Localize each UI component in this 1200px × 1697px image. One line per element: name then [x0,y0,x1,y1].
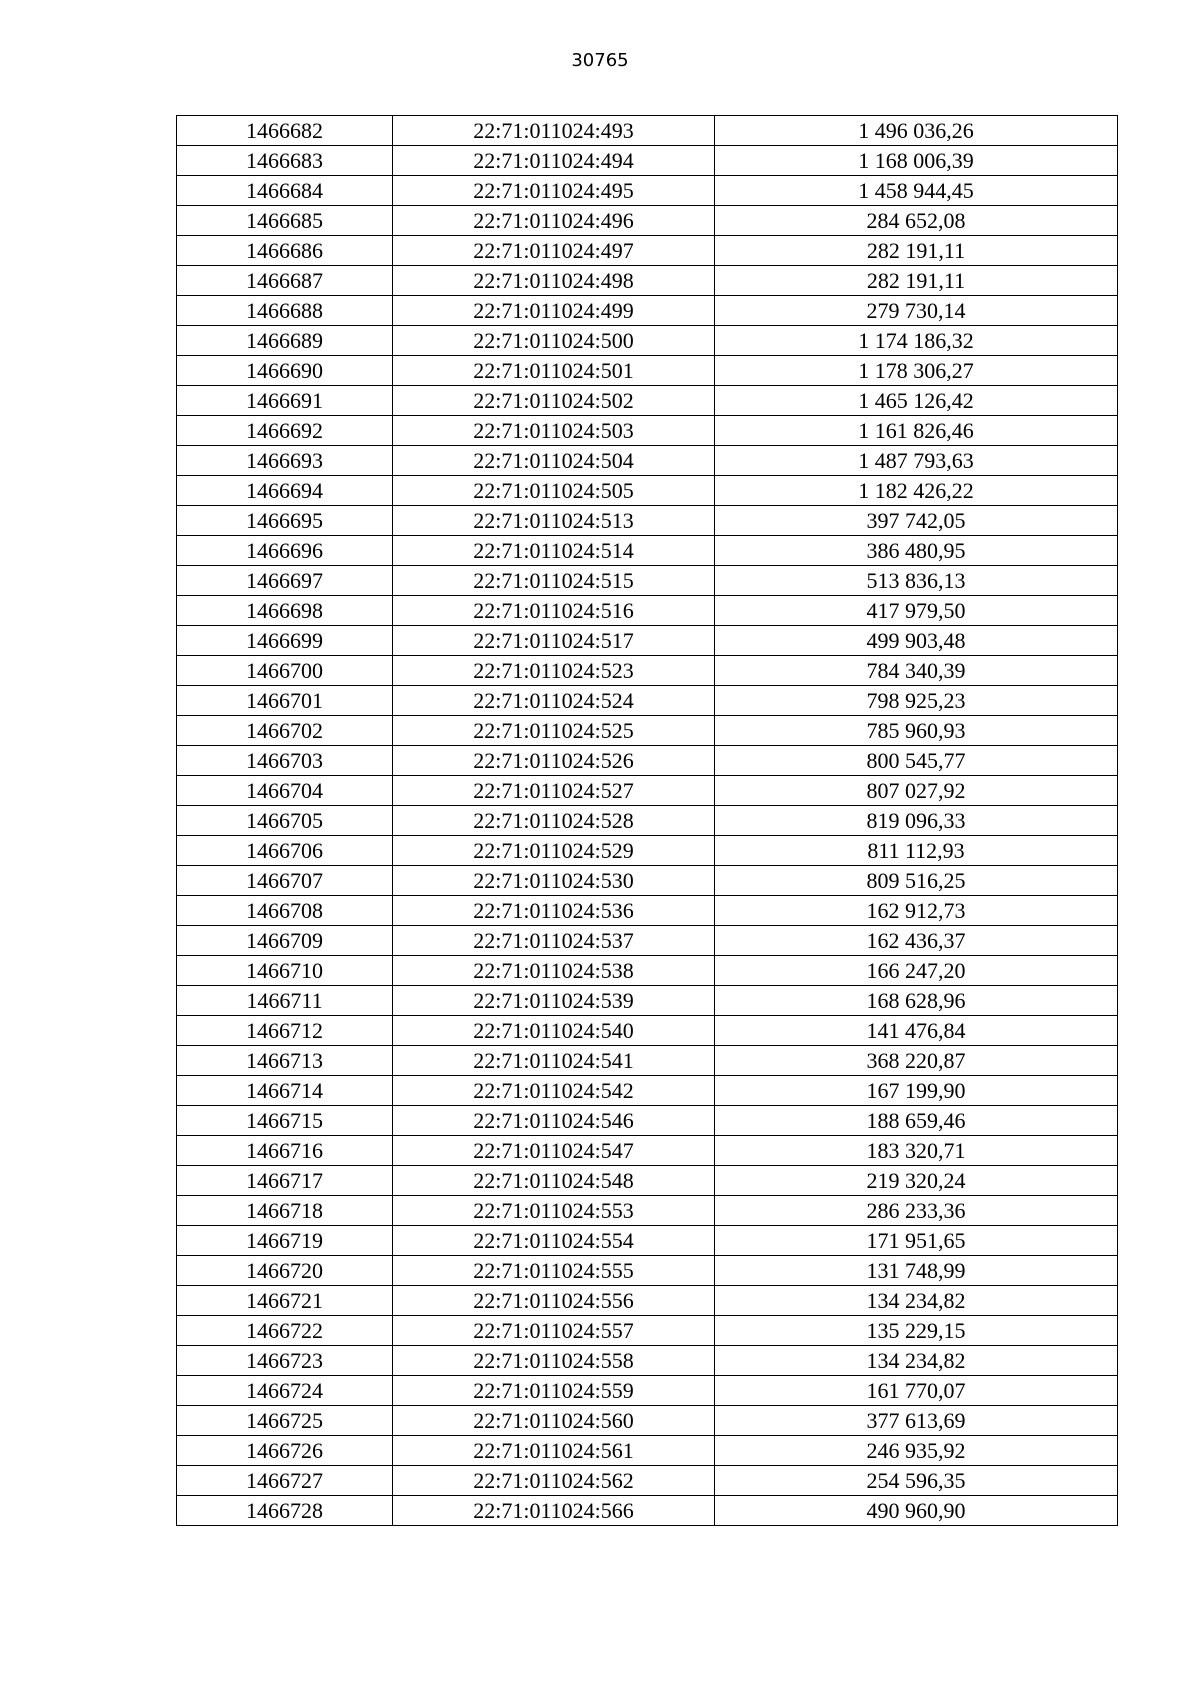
cadastral-value-cell: 368 220,87 [715,1046,1118,1076]
row-number-cell: 1466694 [177,476,393,506]
table-row [177,716,1118,746]
cadastral-number-cell: 22:71:011024:523 [393,656,715,686]
row-number-cell: 1466685 [177,206,393,236]
table-row [177,956,1118,986]
cadastral-value-cell: 800 545,77 [715,746,1118,776]
cadastral-number-cell: 22:71:011024:536 [393,896,715,926]
table-row [177,386,1118,416]
table-row [177,1286,1118,1316]
cadastral-value-cell: 798 925,23 [715,686,1118,716]
table-row [177,296,1118,326]
row-number-cell: 1466696 [177,536,393,566]
table-row [177,206,1118,236]
row-number-cell: 1466686 [177,236,393,266]
cadastral-number-cell: 22:71:011024:516 [393,596,715,626]
cadastral-value-cell: 1 161 826,46 [715,416,1118,446]
cadastral-value-cell: 246 935,92 [715,1436,1118,1466]
table-row [177,356,1118,386]
table-row [177,806,1118,836]
table-row [177,416,1118,446]
table-row [177,1376,1118,1406]
cadastral-value-cell: 1 496 036,26 [715,116,1118,146]
row-number-cell: 1466723 [177,1346,393,1376]
cadastral-value-cell: 809 516,25 [715,866,1118,896]
row-number-cell: 1466711 [177,986,393,1016]
cadastral-number-cell: 22:71:011024:503 [393,416,715,446]
cadastral-number-cell: 22:71:011024:524 [393,686,715,716]
cadastral-number-cell: 22:71:011024:514 [393,536,715,566]
cadastral-value-cell: 282 191,11 [715,266,1118,296]
cadastral-number-cell: 22:71:011024:496 [393,206,715,236]
cadastral-number-cell: 22:71:011024:538 [393,956,715,986]
table-row [177,1016,1118,1046]
table-row [177,536,1118,566]
cadastral-value-cell: 141 476,84 [715,1016,1118,1046]
row-number-cell: 1466720 [177,1256,393,1286]
cadastral-value-cell: 397 742,05 [715,506,1118,536]
cadastral-number-cell: 22:71:011024:501 [393,356,715,386]
cadastral-value-cell: 162 912,73 [715,896,1118,926]
table-row [177,1256,1118,1286]
table-row [177,1466,1118,1496]
cadastral-value-cell: 183 320,71 [715,1136,1118,1166]
page-number: 30765 [571,50,629,71]
cadastral-value-cell: 1 168 006,39 [715,146,1118,176]
cadastral-value-cell: 807 027,92 [715,776,1118,806]
cadastral-value-cell: 131 748,99 [715,1256,1118,1286]
row-number-cell: 1466701 [177,686,393,716]
cadastral-number-cell: 22:71:011024:517 [393,626,715,656]
table-row [177,326,1118,356]
table-row [177,746,1118,776]
cadastral-value-table [176,115,1118,1526]
row-number-cell: 1466697 [177,566,393,596]
cadastral-value-cell: 167 199,90 [715,1076,1118,1106]
cadastral-value-cell: 819 096,33 [715,806,1118,836]
cadastral-value-cell: 286 233,36 [715,1196,1118,1226]
row-number-cell: 1466705 [177,806,393,836]
cadastral-number-cell: 22:71:011024:504 [393,446,715,476]
row-number-cell: 1466715 [177,1106,393,1136]
table-row [177,446,1118,476]
cadastral-value-cell: 254 596,35 [715,1466,1118,1496]
cadastral-value-cell: 134 234,82 [715,1286,1118,1316]
cadastral-value-cell: 499 903,48 [715,626,1118,656]
table-body [177,116,1118,1526]
cadastral-value-cell: 1 182 426,22 [715,476,1118,506]
cadastral-value-cell: 490 960,90 [715,1496,1118,1526]
table-row [177,596,1118,626]
table-row [177,1226,1118,1256]
cadastral-value-cell: 785 960,93 [715,716,1118,746]
cadastral-number-cell: 22:71:011024:553 [393,1196,715,1226]
row-number-cell: 1466702 [177,716,393,746]
table-row [177,266,1118,296]
row-number-cell: 1466717 [177,1166,393,1196]
cadastral-number-cell: 22:71:011024:513 [393,506,715,536]
cadastral-number-cell: 22:71:011024:541 [393,1046,715,1076]
table-row [177,656,1118,686]
table-row [177,1046,1118,1076]
cadastral-number-cell: 22:71:011024:495 [393,176,715,206]
table-row [177,926,1118,956]
cadastral-number-cell: 22:71:011024:540 [393,1016,715,1046]
table-row [177,896,1118,926]
cadastral-number-cell: 22:71:011024:554 [393,1226,715,1256]
cadastral-value-cell: 1 487 793,63 [715,446,1118,476]
row-number-cell: 1466719 [177,1226,393,1256]
table-row [177,1496,1118,1526]
table-row [177,1346,1118,1376]
cadastral-number-cell: 22:71:011024:558 [393,1346,715,1376]
cadastral-number-cell: 22:71:011024:562 [393,1466,715,1496]
row-number-cell: 1466700 [177,656,393,686]
table-row [177,236,1118,266]
cadastral-number-cell: 22:71:011024:528 [393,806,715,836]
cadastral-number-cell: 22:71:011024:493 [393,116,715,146]
cadastral-value-cell: 188 659,46 [715,1106,1118,1136]
cadastral-value-cell: 1 178 306,27 [715,356,1118,386]
row-number-cell: 1466727 [177,1466,393,1496]
table-row [177,506,1118,536]
cadastral-value-cell: 513 836,13 [715,566,1118,596]
cadastral-number-cell: 22:71:011024:527 [393,776,715,806]
cadastral-number-cell: 22:71:011024:530 [393,866,715,896]
cadastral-number-cell: 22:71:011024:556 [393,1286,715,1316]
row-number-cell: 1466704 [177,776,393,806]
table-row [177,1196,1118,1226]
cadastral-number-cell: 22:71:011024:499 [393,296,715,326]
cadastral-value-cell: 282 191,11 [715,236,1118,266]
table-row [177,986,1118,1016]
table-row [177,1316,1118,1346]
cadastral-value-cell: 811 112,93 [715,836,1118,866]
table-row [177,146,1118,176]
cadastral-number-cell: 22:71:011024:547 [393,1136,715,1166]
row-number-cell: 1466683 [177,146,393,176]
cadastral-number-cell: 22:71:011024:525 [393,716,715,746]
row-number-cell: 1466713 [177,1046,393,1076]
cadastral-value-cell: 166 247,20 [715,956,1118,986]
cadastral-value-cell: 377 613,69 [715,1406,1118,1436]
table-row [177,1406,1118,1436]
cadastral-value-cell: 784 340,39 [715,656,1118,686]
table-row [177,866,1118,896]
cadastral-value-cell: 386 480,95 [715,536,1118,566]
cadastral-value-cell: 135 229,15 [715,1316,1118,1346]
row-number-cell: 1466725 [177,1406,393,1436]
cadastral-number-cell: 22:71:011024:515 [393,566,715,596]
row-number-cell: 1466703 [177,746,393,776]
table-row [177,476,1118,506]
cadastral-value-cell: 219 320,24 [715,1166,1118,1196]
cadastral-value-cell: 279 730,14 [715,296,1118,326]
row-number-cell: 1466691 [177,386,393,416]
table-row [177,1106,1118,1136]
row-number-cell: 1466712 [177,1016,393,1046]
table-row [177,776,1118,806]
row-number-cell: 1466718 [177,1196,393,1226]
cadastral-number-cell: 22:71:011024:537 [393,926,715,956]
row-number-cell: 1466709 [177,926,393,956]
table-row [177,836,1118,866]
row-number-cell: 1466726 [177,1436,393,1466]
row-number-cell: 1466721 [177,1286,393,1316]
cadastral-number-cell: 22:71:011024:539 [393,986,715,1016]
row-number-cell: 1466687 [177,266,393,296]
table-row [177,1076,1118,1106]
cadastral-number-cell: 22:71:011024:494 [393,146,715,176]
cadastral-value-cell: 162 436,37 [715,926,1118,956]
row-number-cell: 1466695 [177,506,393,536]
row-number-cell: 1466707 [177,866,393,896]
row-number-cell: 1466688 [177,296,393,326]
cadastral-number-cell: 22:71:011024:502 [393,386,715,416]
row-number-cell: 1466714 [177,1076,393,1106]
cadastral-number-cell: 22:71:011024:555 [393,1256,715,1286]
table-row [177,176,1118,206]
cadastral-number-cell: 22:71:011024:559 [393,1376,715,1406]
row-number-cell: 1466699 [177,626,393,656]
row-number-cell: 1466724 [177,1376,393,1406]
cadastral-number-cell: 22:71:011024:546 [393,1106,715,1136]
row-number-cell: 1466710 [177,956,393,986]
cadastral-value-cell: 134 234,82 [715,1346,1118,1376]
row-number-cell: 1466692 [177,416,393,446]
row-number-cell: 1466690 [177,356,393,386]
table-row [177,626,1118,656]
cadastral-value-cell: 1 465 126,42 [715,386,1118,416]
row-number-cell: 1466693 [177,446,393,476]
table-row [177,116,1118,146]
cadastral-number-cell: 22:71:011024:498 [393,266,715,296]
row-number-cell: 1466684 [177,176,393,206]
table-row [177,1166,1118,1196]
cadastral-number-cell: 22:71:011024:526 [393,746,715,776]
row-number-cell: 1466682 [177,116,393,146]
cadastral-number-cell: 22:71:011024:566 [393,1496,715,1526]
cadastral-value-cell: 161 770,07 [715,1376,1118,1406]
cadastral-value-cell: 417 979,50 [715,596,1118,626]
cadastral-value-cell: 284 652,08 [715,206,1118,236]
cadastral-number-cell: 22:71:011024:561 [393,1436,715,1466]
cadastral-number-cell: 22:71:011024:548 [393,1166,715,1196]
cadastral-number-cell: 22:71:011024:505 [393,476,715,506]
cadastral-number-cell: 22:71:011024:557 [393,1316,715,1346]
row-number-cell: 1466698 [177,596,393,626]
table-row [177,1436,1118,1466]
row-number-cell: 1466728 [177,1496,393,1526]
cadastral-number-cell: 22:71:011024:560 [393,1406,715,1436]
table-row [177,1136,1118,1166]
row-number-cell: 1466689 [177,326,393,356]
row-number-cell: 1466722 [177,1316,393,1346]
cadastral-value-cell: 1 174 186,32 [715,326,1118,356]
cadastral-number-cell: 22:71:011024:497 [393,236,715,266]
table-row [177,566,1118,596]
cadastral-value-cell: 168 628,96 [715,986,1118,1016]
cadastral-value-cell: 171 951,65 [715,1226,1118,1256]
row-number-cell: 1466706 [177,836,393,866]
cadastral-value-cell: 1 458 944,45 [715,176,1118,206]
row-number-cell: 1466708 [177,896,393,926]
cadastral-number-cell: 22:71:011024:529 [393,836,715,866]
cadastral-number-cell: 22:71:011024:500 [393,326,715,356]
table-row [177,686,1118,716]
row-number-cell: 1466716 [177,1136,393,1166]
cadastral-number-cell: 22:71:011024:542 [393,1076,715,1106]
